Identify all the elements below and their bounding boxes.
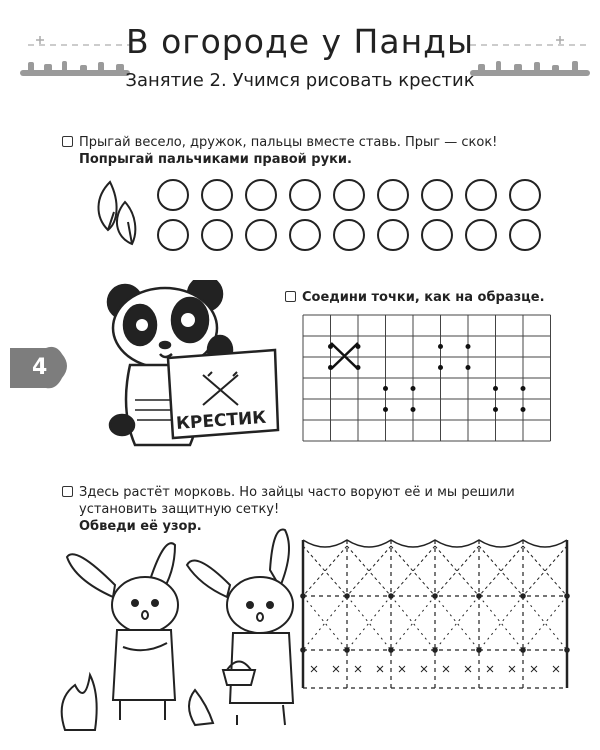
jump-circle bbox=[246, 180, 276, 210]
net-dot bbox=[520, 647, 526, 653]
net-diagonal bbox=[391, 596, 435, 650]
net-dot bbox=[344, 647, 350, 653]
bunny-icon bbox=[187, 530, 293, 726]
net-dot bbox=[300, 647, 306, 653]
net-dot bbox=[564, 647, 570, 653]
series-title: В огороде у Панды bbox=[125, 22, 475, 61]
grid-lines bbox=[303, 315, 551, 441]
jump-circle bbox=[378, 180, 408, 210]
bunnies-illustration bbox=[55, 525, 305, 745]
jump-circle bbox=[422, 180, 452, 210]
task-3-text-line2: установить защитную сетку! bbox=[79, 502, 280, 517]
grid-dot bbox=[493, 407, 498, 412]
jump-circle bbox=[334, 220, 364, 250]
jump-circle bbox=[290, 220, 320, 250]
dot-grid bbox=[300, 312, 555, 442]
net-diagonal bbox=[479, 596, 523, 650]
jump-circle bbox=[158, 180, 188, 210]
jump-circle bbox=[378, 220, 408, 250]
grid-dot bbox=[521, 386, 526, 391]
jump-circle bbox=[158, 220, 188, 250]
jump-circle bbox=[290, 180, 320, 210]
finger-jump-area bbox=[90, 172, 560, 260]
task-1 bbox=[62, 134, 542, 168]
leaf-icon bbox=[98, 182, 135, 244]
net-dot bbox=[432, 647, 438, 653]
task-3-text-line1: Здесь растёт морковь. Но зайцы часто воруют её и мы решили bbox=[79, 485, 515, 500]
grid-dot bbox=[466, 365, 471, 370]
net-dot bbox=[564, 593, 570, 599]
task-3-instruction: Обведи её узор. bbox=[79, 519, 202, 534]
net-diagonal bbox=[303, 596, 347, 650]
jump-circle bbox=[510, 220, 540, 250]
jump-circle bbox=[246, 220, 276, 250]
net-dot bbox=[388, 647, 394, 653]
circle-grid bbox=[158, 180, 540, 250]
net-dot bbox=[300, 593, 306, 599]
jump-circle bbox=[422, 220, 452, 250]
grid-dot bbox=[521, 407, 526, 412]
net-diagonal bbox=[479, 596, 523, 650]
protective-net bbox=[295, 528, 575, 693]
grid-dot bbox=[328, 344, 333, 349]
net-dot bbox=[476, 647, 482, 653]
lesson-title: Занятие 2. Учимся рисовать крестик bbox=[125, 70, 475, 91]
task-2 bbox=[285, 289, 585, 306]
jump-circle bbox=[466, 220, 496, 250]
net-dot bbox=[432, 593, 438, 599]
net-diagonal bbox=[523, 596, 567, 650]
sample-cross bbox=[331, 343, 358, 369]
page-number: 4 bbox=[32, 355, 48, 380]
grid-dot bbox=[411, 407, 416, 412]
bush-icon bbox=[189, 690, 213, 725]
grid-dot bbox=[328, 365, 333, 370]
sign-text: КРЕСТИК bbox=[175, 407, 267, 435]
net-diagonal bbox=[347, 596, 391, 650]
net-diagonal bbox=[347, 596, 391, 650]
task-1-instruction: Попрыгай пальчиками правой руки. bbox=[79, 152, 352, 167]
grid-dot bbox=[383, 386, 388, 391]
grid-dot bbox=[356, 344, 361, 349]
net-diagonal bbox=[303, 596, 347, 650]
net-dot bbox=[388, 593, 394, 599]
panda-icon bbox=[90, 280, 290, 460]
task-1-checkbox[interactable] bbox=[62, 136, 73, 147]
net-diagonal bbox=[391, 596, 435, 650]
jump-circle bbox=[334, 180, 364, 210]
grid-dot bbox=[438, 365, 443, 370]
net-diagonal bbox=[435, 596, 479, 650]
grid-dot bbox=[493, 386, 498, 391]
bush-icon bbox=[62, 675, 97, 730]
jump-circle bbox=[466, 180, 496, 210]
net-diagonal bbox=[435, 596, 479, 650]
net-diagonal bbox=[523, 596, 567, 650]
grid-dot bbox=[411, 386, 416, 391]
grid-dot bbox=[356, 365, 361, 370]
grid-dot bbox=[438, 344, 443, 349]
task-1-text: Прыгай весело, дружок, пальцы вместе ставь. Прыг — скок! bbox=[79, 135, 498, 150]
grid-dot bbox=[466, 344, 471, 349]
task-2-instruction: Соедини точки, как на образце. bbox=[302, 290, 545, 305]
net-dot bbox=[344, 593, 350, 599]
jump-circle bbox=[510, 180, 540, 210]
jump-circle bbox=[202, 220, 232, 250]
grid-dot bbox=[383, 407, 388, 412]
task-3-checkbox[interactable] bbox=[62, 486, 73, 497]
net-dot bbox=[520, 593, 526, 599]
jump-circle bbox=[202, 180, 232, 210]
net-dot bbox=[476, 593, 482, 599]
